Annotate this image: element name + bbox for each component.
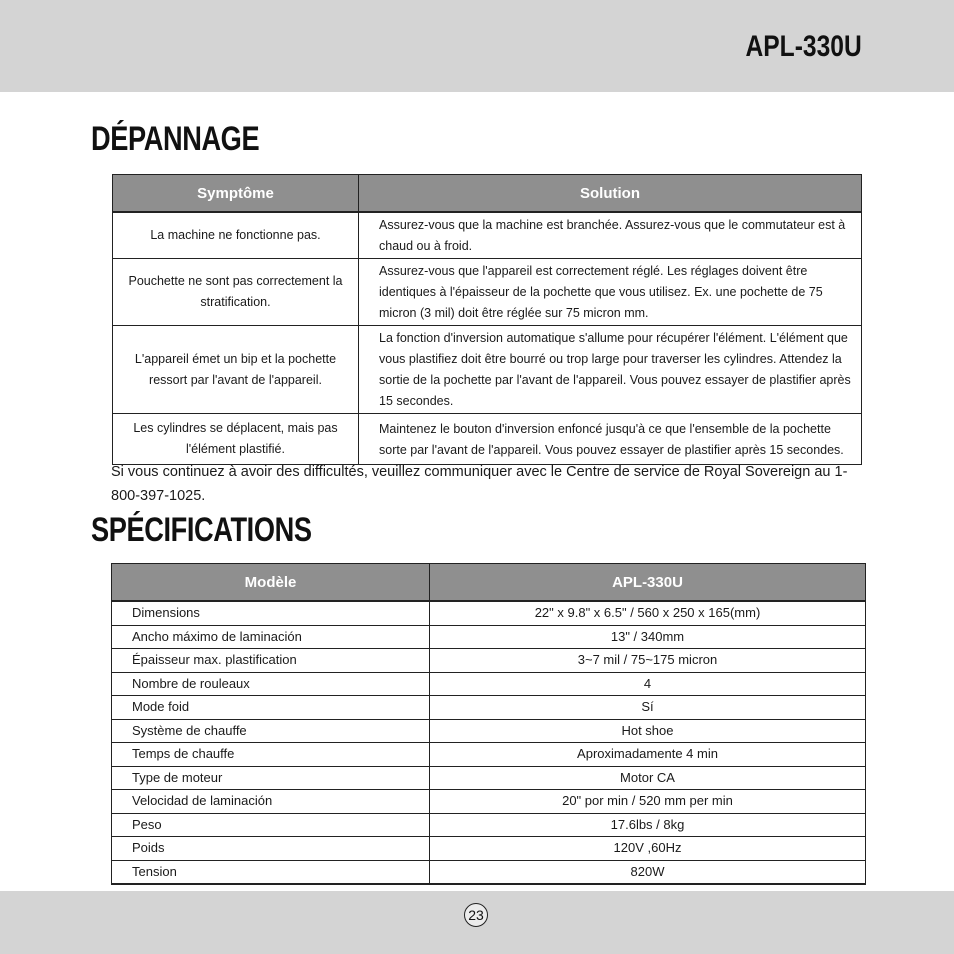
symptom-cell: Les cylindres se déplacent, mais pas l'élément plastifié. — [113, 414, 359, 465]
troubleshooting-row — [113, 326, 862, 414]
spec-label: Ancho máximo de laminación — [112, 625, 430, 649]
symptom-cell: La machine ne fonctionne pas. — [113, 212, 359, 259]
model-title: APL-330U — [745, 30, 862, 63]
spec-value: 22" x 9.8" x 6.5" / 560 x 250 x 165(mm) — [430, 601, 866, 625]
spec-label: Dimensions — [112, 601, 430, 625]
spec-value: Aproximadamente 4 min — [430, 743, 866, 767]
specifications-header-row — [112, 564, 866, 602]
spec-row — [112, 649, 866, 673]
spec-label: Temps de chauffe — [112, 743, 430, 767]
spec-row — [112, 719, 866, 743]
page-number: 23 — [464, 903, 488, 927]
solution-cell: Assurez-vous que l'appareil est correctement réglé. Les réglages doivent être identiques à l'épaisseur de la pochette que vous utilisez. Ex. une pochette de 75 micron (3 mil) doit être réglée sur 75 micron mm. — [359, 259, 862, 326]
spec-value: 3~7 mil / 75~175 micron — [430, 649, 866, 673]
specifications-table — [111, 563, 866, 885]
spec-row — [112, 813, 866, 837]
spec-value: 120V ,60Hz — [430, 837, 866, 861]
contact-note: Si vous continuez à avoir des difficultés, veuillez communiquer avec le Centre de service de Royal Sovereign au 1-800-397-1025. — [111, 464, 848, 504]
troubleshooting-header-row — [113, 175, 862, 213]
spec-row — [112, 743, 866, 767]
spec-label: Peso — [112, 813, 430, 837]
spec-value: Sí — [430, 696, 866, 720]
solution-cell: La fonction d'inversion automatique s'allume pour récupérer l'élément. L'élément que vous plastifiez doit être bourré ou trop large pour traverser les cylindres. Attendez la sortie de la pochette par l'avant de l'appareil. Vous pouvez essayer de plastifier après 15 secondes. — [359, 326, 862, 414]
model-value-column-header: APL-330U — [430, 564, 866, 602]
spec-row — [112, 601, 866, 625]
spec-row — [112, 860, 866, 884]
model-column-header: Modèle — [112, 564, 430, 602]
spec-label: Épaisseur max. plastification — [112, 649, 430, 673]
spec-row — [112, 696, 866, 720]
solution-cell: Maintenez le bouton d'inversion enfoncé jusqu'à ce que l'ensemble de la pochette sorte par l'avant de l'appareil. Vous pouvez essayer de plastifier après 15 secondes. — [359, 414, 862, 465]
spec-label: Mode foid — [112, 696, 430, 720]
spec-value: 17.6lbs / 8kg — [430, 813, 866, 837]
troubleshooting-row — [113, 259, 862, 326]
spec-row — [112, 790, 866, 814]
symptom-column-header: Symptôme — [113, 175, 359, 213]
troubleshooting-table — [112, 174, 862, 465]
spec-row — [112, 672, 866, 696]
spec-label: Type de moteur — [112, 766, 430, 790]
spec-label: Nombre de rouleaux — [112, 672, 430, 696]
spec-label: Système de chauffe — [112, 719, 430, 743]
solution-cell: Assurez-vous que la machine est branchée. Assurez-vous que le commutateur est à chaud ou à froid. — [359, 212, 862, 259]
troubleshooting-heading: DÉPANNAGE — [91, 120, 260, 158]
spec-value: Motor CA — [430, 766, 866, 790]
spec-label: Velocidad de laminación — [112, 790, 430, 814]
spec-value: 820W — [430, 860, 866, 884]
spec-label: Tension — [112, 860, 430, 884]
spec-value: 4 — [430, 672, 866, 696]
symptom-cell: Pouchette ne sont pas correctement la stratification. — [113, 259, 359, 326]
solution-column-header: Solution — [359, 175, 862, 213]
spec-value: 13" / 340mm — [430, 625, 866, 649]
spec-value: Hot shoe — [430, 719, 866, 743]
specifications-heading: SPÉCIFICATIONS — [91, 511, 312, 549]
spec-row — [112, 625, 866, 649]
spec-row — [112, 837, 866, 861]
spec-value: 20" por min / 520 mm per min — [430, 790, 866, 814]
spec-label: Poids — [112, 837, 430, 861]
spec-row — [112, 766, 866, 790]
symptom-cell: L'appareil émet un bip et la pochette ressort par l'avant de l'appareil. — [113, 326, 359, 414]
troubleshooting-row — [113, 414, 862, 465]
troubleshooting-row — [113, 212, 862, 259]
